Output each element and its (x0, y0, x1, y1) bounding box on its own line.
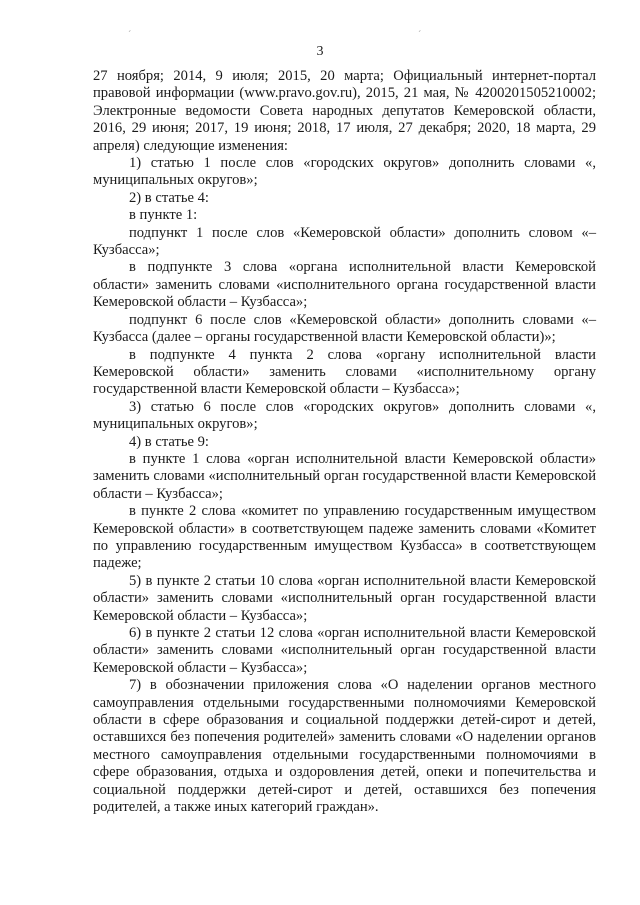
page-number: 3 (316, 44, 324, 59)
paragraph-item-6: 6) в пункте 2 статьи 12 слова «орган исполнительной власти Кемеровской области» заменить словами «исполнительный орган государственной власти Кемеровской области – Кузбасса»; (93, 625, 596, 676)
paragraph-item-2-point-1: в пункте 1: (129, 207, 198, 224)
paragraph-item-4-point-1: в пункте 1 слова «орган исполнительной власти Кемеровской области» заменить словами «исполнительный орган государственной власти Кемеровской области – Кузбасса»; (93, 450, 596, 502)
paragraph-item-2-subpoint-1: подпункт 1 после слов «Кемеровской области» дополнить словом «– Кузбасса»; (93, 224, 596, 259)
paragraph-item-2-subpoint-3: в подпункте 3 слова «органа исполнительной власти Кемеровской области» заменить словами «исполнительного органа государственной власти Кемеровской области – Кузбасса»; (93, 259, 596, 311)
paragraph-item-5: 5) в пункте 2 статьи 10 слова «орган исполнительной власти Кемеровской области» заменить словами «исполнительный орган государственной власти Кемеровской области – Кузбасса»; (93, 572, 596, 624)
scan-artifact-mark: ˊ (128, 30, 132, 41)
paragraph-item-2-subpoint-4: в подпункте 4 пункта 2 слова «органу исполнительной власти Кемеровской области» заменить словами «исполнительному органу государственной власти Кемеровской области – Кузбасса»; (93, 346, 596, 398)
paragraph-item-4-point-2: в пункте 2 слова «комитет по управлению государственным имуществом Кемеровской области» в соответствующем падеже заменить словами «Комитет по управлению государственным имуществом Кузбасса» в соответствующем падеже; (93, 503, 596, 572)
paragraph-item-2: 2) в статье 4: (129, 189, 209, 206)
document-body (93, 68, 596, 816)
paragraph-item-2-subpoint-6: подпункт 6 после слов «Кемеровской области» дополнить словами «– Кузбасса (далее – органы государственной власти Кемеровской области)»; (93, 311, 596, 346)
paragraph-continuation: 27 ноября; 2014, 9 июля; 2015, 20 марта; Официальный интернет-портал правовой информации (www.pravo.gov.ru), 2015, 21 мая, № 4200201505210002; Электронные ведомости Совета народных депутатов Кемеровской области, 2016, 29 июня; 2017, 19 июня; 2018, 17 июля, 27 декабря; 2020, 18 марта, 29 апреля) следующие изменения: (93, 68, 596, 154)
paragraph-item-7: 7) в обозначении приложения слова «О наделении органов местного самоуправления отдельными государственными полномочиями Кемеровской области в сфере образования и социальной поддержки детей-сирот и детей, оставшихся без попечения родителей» заменить словами «О наделении органов местного самоуправления отдельными государственными полномочиями в сфере образования, отдыха и оздоровления детей, опеки и попечительства и социальной поддержки детей-сирот и детей, оставшихся без попечения родителей, а также иных категорий граждан». (93, 677, 596, 816)
paragraph-item-4: 4) в статье 9: (129, 433, 209, 450)
scan-artifact-mark: ˊ (418, 30, 422, 41)
paragraph-item-3: 3) статью 6 после слов «городских округов» дополнить словами «, муниципальных округов»; (93, 398, 596, 433)
paragraph-item-1: 1) статью 1 после слов «городских округов» дополнить словами «, муниципальных округов»; (93, 155, 596, 189)
